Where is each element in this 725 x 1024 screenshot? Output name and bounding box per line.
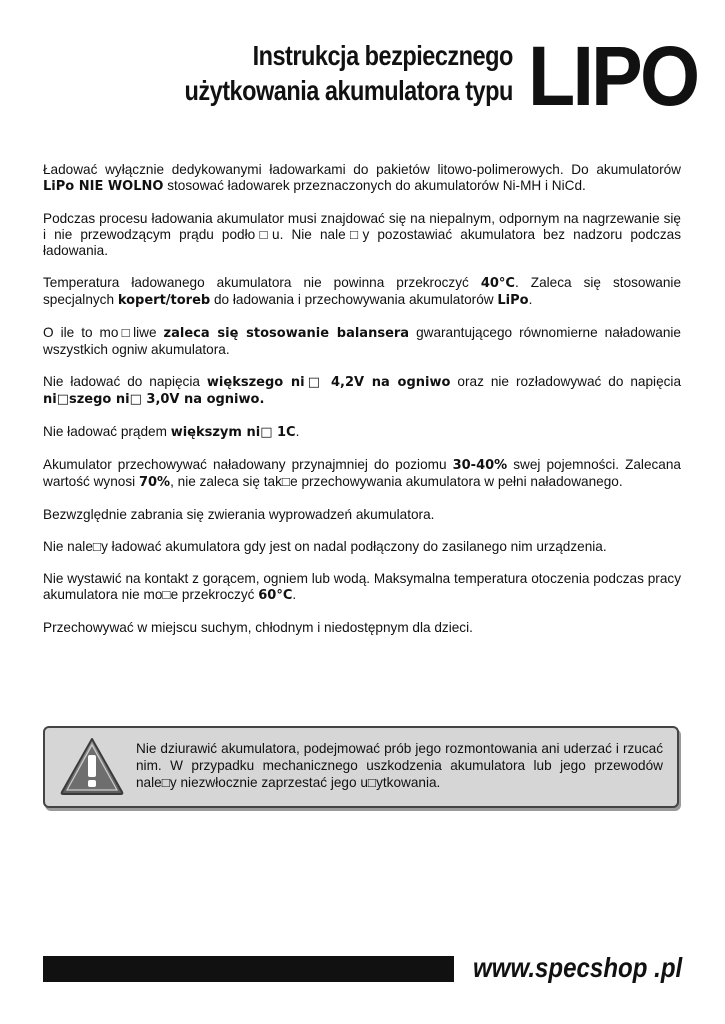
- paragraph-text: .: [295, 424, 300, 439]
- paragraph-text: Nie nale□y ładować akumulatora gdy jest on nadal podłączony do zasilanego nim urządzenia.: [43, 539, 607, 554]
- instruction-paragraph: [43, 162, 681, 195]
- title-line-2: użytkowania akumulatora typu: [184, 75, 513, 106]
- paragraph-text: Temperatura ładowanego akumulatora nie powinna przekroczyć: [43, 275, 481, 290]
- paragraph-text: , nie zaleca się tak□e przechowywania akumulatora w pełni naładowanego.: [170, 474, 623, 489]
- instruction-paragraph: [43, 457, 681, 491]
- emphasis-text: 40°C: [480, 276, 515, 291]
- emphasis-text: 30-40%: [452, 458, 508, 473]
- paragraph-text: Nie ładować prądem: [43, 424, 171, 439]
- instruction-paragraph: [43, 571, 681, 604]
- instruction-paragraph: [43, 539, 681, 555]
- instruction-paragraph: [43, 325, 681, 358]
- instruction-paragraph: [43, 374, 681, 408]
- warning-triangle-icon: [59, 736, 125, 796]
- footer-url: www.specshop .pl: [472, 952, 682, 983]
- instruction-paragraph: [43, 424, 681, 441]
- emphasis-text: ni□szego ni□ 3,0V na ogniwo.: [43, 392, 265, 407]
- emphasis-text: LiPo: [497, 293, 529, 308]
- paragraph-text: .: [292, 587, 297, 602]
- instruction-paragraph: [43, 275, 681, 309]
- emphasis-text: LiPo NIE WOLNO: [43, 179, 164, 194]
- instruction-paragraph: [43, 620, 681, 636]
- warning-box: [43, 726, 679, 808]
- emphasis-text: kopert/toreb: [117, 293, 211, 308]
- page-title: [185, 38, 513, 108]
- emphasis-text: 60°C: [258, 588, 293, 603]
- paragraph-text: swej pojemności. Zalecana wartość wynosi: [43, 457, 681, 489]
- paragraph-text: Akumulator przechowywać naładowany przynajmniej do poziomu: [43, 457, 453, 472]
- paragraph-text: Nie wystawić na kontakt z gorącem, ogniem lub wodą. Maksymalna temperatura otoczenia podczas pracy akumulatora nie mo□e przekroczyć: [43, 571, 681, 602]
- paragraph-text: gwarantującego równomierne naładowanie wszystkich ogniw akumulatora.: [43, 325, 681, 357]
- warning-text: Nie dziurawić akumulatora, podejmować prób jego rozmontowania ani uderzać i rzucać nim. W przypadku mechanicznego uszkodzenia akumulatora lub jego przewodów nale□y niezwłocznie zaprzestać jego u□ytkowania.: [136, 741, 663, 790]
- instructions-body: [43, 162, 681, 652]
- emphasis-text: zaleca się stosowanie balansera: [163, 326, 410, 341]
- footer-bar: [43, 956, 454, 982]
- paragraph-text: .: [528, 292, 533, 307]
- emphasis-text: większym ni□ 1C: [170, 425, 296, 440]
- paragraph-text: stosować ładowarek przeznaczonych do akumulatorów Ni-MH i NiCd.: [163, 178, 586, 193]
- paragraph-text: Ładować wyłącznie dedykowanymi ładowarkami do pakietów litowo-polimerowych. Do akumulatorów: [43, 162, 681, 177]
- paragraph-text: do ładowania i przechowywania akumulatorów: [210, 292, 498, 307]
- emphasis-text: większego ni□ 4,2V na ogniwo: [206, 375, 451, 390]
- paragraph-text: O ile to mo□liwe: [43, 325, 164, 340]
- instruction-paragraph: [43, 211, 681, 259]
- title-line-1: Instrukcja bezpiecznego: [252, 40, 513, 71]
- paragraph-text: Nie ładować do napięcia: [43, 374, 207, 389]
- emphasis-text: 70%: [138, 475, 171, 490]
- paragraph-text: oraz nie rozładowywać do napięcia: [450, 374, 682, 389]
- instruction-paragraph: [43, 507, 681, 523]
- paragraph-text: Podczas procesu ładowania akumulator musi znajdować się na niepalnym, odpornym na nagrzewanie się i nie przewodzącym prądu podło□u. Nie nale□y pozostawiać akumulatora bez nadzoru podczas ładowania.: [43, 211, 681, 258]
- lipo-logo: LIPO: [528, 29, 698, 123]
- paragraph-text: . Zaleca się stosowanie specjalnych: [43, 275, 682, 307]
- paragraph-text: Przechowywać w miejscu suchym, chłodnym i niedostępnym dla dzieci.: [43, 620, 473, 635]
- paragraph-text: Bezwzględnie zabrania się zwierania wyprowadzeń akumulatora.: [43, 507, 435, 522]
